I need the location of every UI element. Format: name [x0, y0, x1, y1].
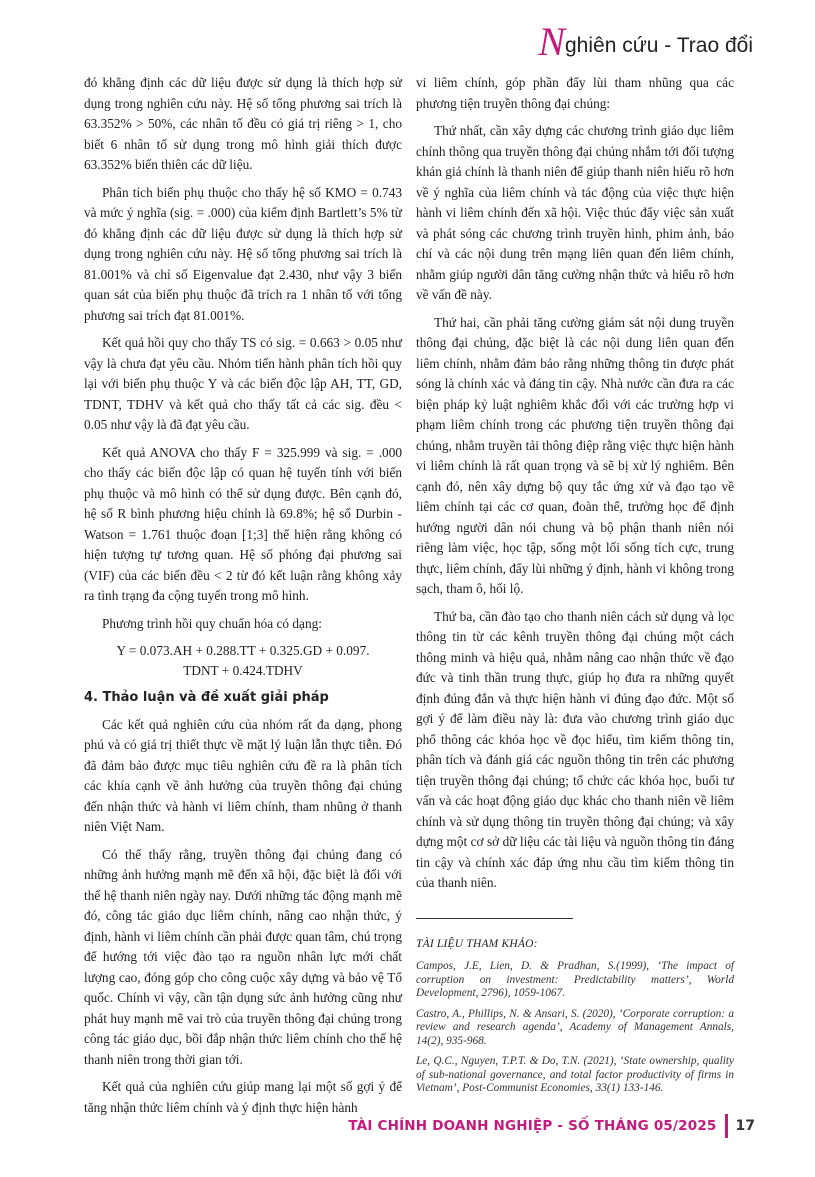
- section-heading: 4. Thảo luận và đề xuất giải pháp: [84, 690, 329, 705]
- paragraph: Thứ ba, cần đào tạo cho thanh niên cách sử dụng và lọc thông tin từ các kênh truyền thông đại chúng một cách thông minh và hiệu quả, nhằm nâng cao nhận thức về đạo đức và tinh thần trung thực, giúp họ đưa ra những quyết định đúng đắn và thực hiện hành vi đúng đạo đức. Một số gợi ý để làm điều này là: đưa vào chương trình giáo dục phổ thông các khóa học về đọc hiểu, tìm kiếm thông tin, phân tích và đánh giá các nguồn thông tin trên các phương tiện truyền thông đại chúng; tổ chức các khóa học, buổi tư vấn và các hoạt động giáo dục khác cho thanh niên về liêm chính và sử dụng thông tin truyền thông đại chúng; và xây dựng một cơ sở dữ liệu các tài liệu và nguồn thông tin đáng tin cậy và chính xác đáp ứng nhu cầu tìm kiếm thông tin của thanh niên.: [416, 608, 734, 890]
- right-column: [416, 73, 734, 1103]
- footer-divider: [725, 1114, 728, 1138]
- regression-equation: [84, 641, 402, 681]
- paragraph: Kết quả ANOVA cho thấy F = 325.999 và sig. = .000 cho thấy các biến độc lập có quan hệ tuyến tính với biến phụ thuộc và mô hình có thể sử dụng được. Bên cạnh đó, hệ số R bình phương hiệu chỉnh là 69.8%; hệ số Durbin - Watson = 1.761 thuộc đoạn [1;3] thể hiện rằng không có hiện tượng tự tương quan. Hệ số phóng đại phương sai (VIF) của các biến đều < 2 từ đó kết luận rằng không xảy ra tình trạng đa cộng tuyến trong mô hình.: [84, 444, 402, 603]
- header-section-title: ghiên cứu - Trao đổi: [565, 34, 753, 57]
- left-column: [84, 73, 402, 1125]
- paragraph: Kết quả hồi quy cho thấy TS có sig. = 0.663 > 0.05 như vậy là chưa đạt yêu cầu. Nhóm tiến hành phân tích hồi quy lại với biến phụ thuộc Y và các biến độc lập AH, TT, GD, TDNT, TDHV và kết quả cho thấy tất cả các sig. đều < 0.05 như vậy là đã đạt yêu cầu.: [84, 335, 402, 432]
- paragraph: Thứ nhất, cần xây dựng các chương trình giáo dục liêm chính thông qua truyền thông đại chúng nhắm tới đối tượng khán giả chính là thanh niên để giúp thanh niên hiểu rõ hơn về ý nghĩa của liêm chính và tác động của việc thực hiện hành vi liêm chính đến xã hội. Việc thúc đẩy việc sản xuất và phát sóng các chương trình truyền hình, phim ảnh, báo chí và các nội dung trên mạng liên quan đến liêm chính, nhằm giúp người dân tăng cường nhận thức và hiểu rõ hơn về vấn đề này.: [416, 123, 734, 302]
- paragraph: Phương trình hồi quy chuẩn hóa có dạng:: [102, 615, 322, 631]
- paragraph: Các kết quả nghiên cứu của nhóm rất đa dạng, phong phú và có giá trị thiết thực về mặt lý luận lẫn thực tiễn. Đó đã đảm bảo được mục tiêu nghiên cứu đề ra là phân tích các khía cạnh về ảnh hưởng của truyền thông đại chúng đến nhận thức và hành vi liêm chính, tham nhũng ở thanh niên Việt Nam.: [84, 716, 402, 834]
- reference-item: Campos, J.E, Lien, D. & Pradhan, S.(1999), ‘The impact of corruption on investment: Predictability matters’, World Development, 2796), 1059-1067.: [416, 960, 734, 999]
- page-number: 17: [735, 1118, 755, 1134]
- paragraph: Có thể thấy rằng, truyền thông đại chúng đang có những ảnh hưởng mạnh mẽ đến xã hội, đặc biệt là đối với thế hệ thanh niên ngày nay. Dưới những tác động mạnh mẽ đó, công tác giáo dục liêm chính, nâng cao nhận thức, ý định, hành vi liêm chính cần phải được quan tâm, chú trọng để hướng tới việc đào tạo ra nguồn nhân lực mới chất lượng cao, đóng góp cho công cuộc xây dựng và bảo vệ Tổ quốc. Chính vì vậy, cần tận dụng sức ảnh hưởng cũng như phát huy mạnh mẽ vai trò của truyền thông đại chúng trong công tác giáo dục, bồi đắp nhận thức liêm chính cho thế hệ thanh niên trong thời gian tới.: [84, 846, 402, 1067]
- equation-line-1: Y = 0.073.AH + 0.288.TT + 0.325.GD + 0.097.: [116, 643, 370, 658]
- paragraph: vi liêm chính, góp phần đẩy lùi tham nhũng qua các phương tiện truyền thông đại chúng:: [416, 75, 734, 111]
- reference-item: Castro, A., Phillips, N. & Ansari, S. (2020), ‘Corporate corruption: a review and research agenda’, Academy of Management Annals, 14(2), 935-968.: [416, 1007, 734, 1047]
- running-header: [538, 19, 753, 64]
- page-footer: [348, 1114, 755, 1138]
- paragraph: Thứ hai, cần phải tăng cường giám sát nội dung truyền thông đại chúng, đặc biệt là các nội dung liên quan đến liêm chính, nhằm đảm bảo rằng những thông tin được phát sóng là chính xác và đáng tin cậy. Nhà nước cần đưa ra các biện pháp kỷ luật nghiêm khắc đối với các trường hợp vi phạm liêm chính trong các phương tiện truyền thông đại chúng, nhằm truyền tải thông điệp rằng việc thực hiện hành vi liêm chính là rất quan trọng và sẽ bị xử lý nghiêm. Bên cạnh đó, nên xây dựng bộ quy tắc ứng xử và đạo tạo về liêm chính tại các cơ quan, đoàn thể, trường học để định hướng người dân nói chung và bộ phận thanh niên nói riêng làm việc, học tập, sống một lối sống tích cực, trung thực, liêm chính, đẩy lùi những ý định, hành vi không trong sạch, tham ô, hối lộ.: [416, 314, 734, 596]
- reference-item: Le, Q.C., Nguyen, T.P.T. & Do, T.N. (2021), ‘State ownership, quality of sub-national governance, and total factor productivity of firms in Vietnam’, Post-Communist Economies, 33(1) 133-146.: [416, 1055, 734, 1094]
- paragraph: đó khẳng định các dữ liệu được sử dụng là thích hợp sử dụng trong nghiên cứu này. Hệ số tổng phương sai trích là 63.352% > 50%, các nhân tố đều có giá trị riêng > 1, cho biết 6 nhân tố sử dụng trong mô hình giải thích được 63.352% biến thiên các dữ liệu.: [84, 75, 402, 172]
- paragraph: Kết quả của nghiên cứu giúp mang lại một số gợi ý để tăng nhận thức liêm chính và ý định thực hiện hành: [84, 1079, 402, 1115]
- header-initial: N: [538, 19, 565, 64]
- journal-name: TÀI CHÍNH DOANH NGHIỆP - SỐ THÁNG 05/2025: [348, 1118, 717, 1134]
- references-divider: [416, 918, 573, 919]
- equation-line-2: TDNT + 0.424.TDHV: [183, 663, 303, 678]
- references-title: TÀI LIỆU THAM KHẢO:: [416, 937, 538, 950]
- paragraph: Phân tích biến phụ thuộc cho thấy hệ số KMO = 0.743 và mức ý nghĩa (sig. = .000) của kiểm định Bartlett’s 5% từ đó khẳng định các dữ liệu được sử dụng là thích hợp sử dụng trong nghiên cứu này. Hệ số tổng phương sai trích là 81.001% và chỉ số Eigenvalue đạt 2.430, như vậy 3 biến quan sát của biến phụ thuộc đã trích ra 1 nhân tố với tổng phương sai trích đạt 81.001%.: [84, 184, 402, 323]
